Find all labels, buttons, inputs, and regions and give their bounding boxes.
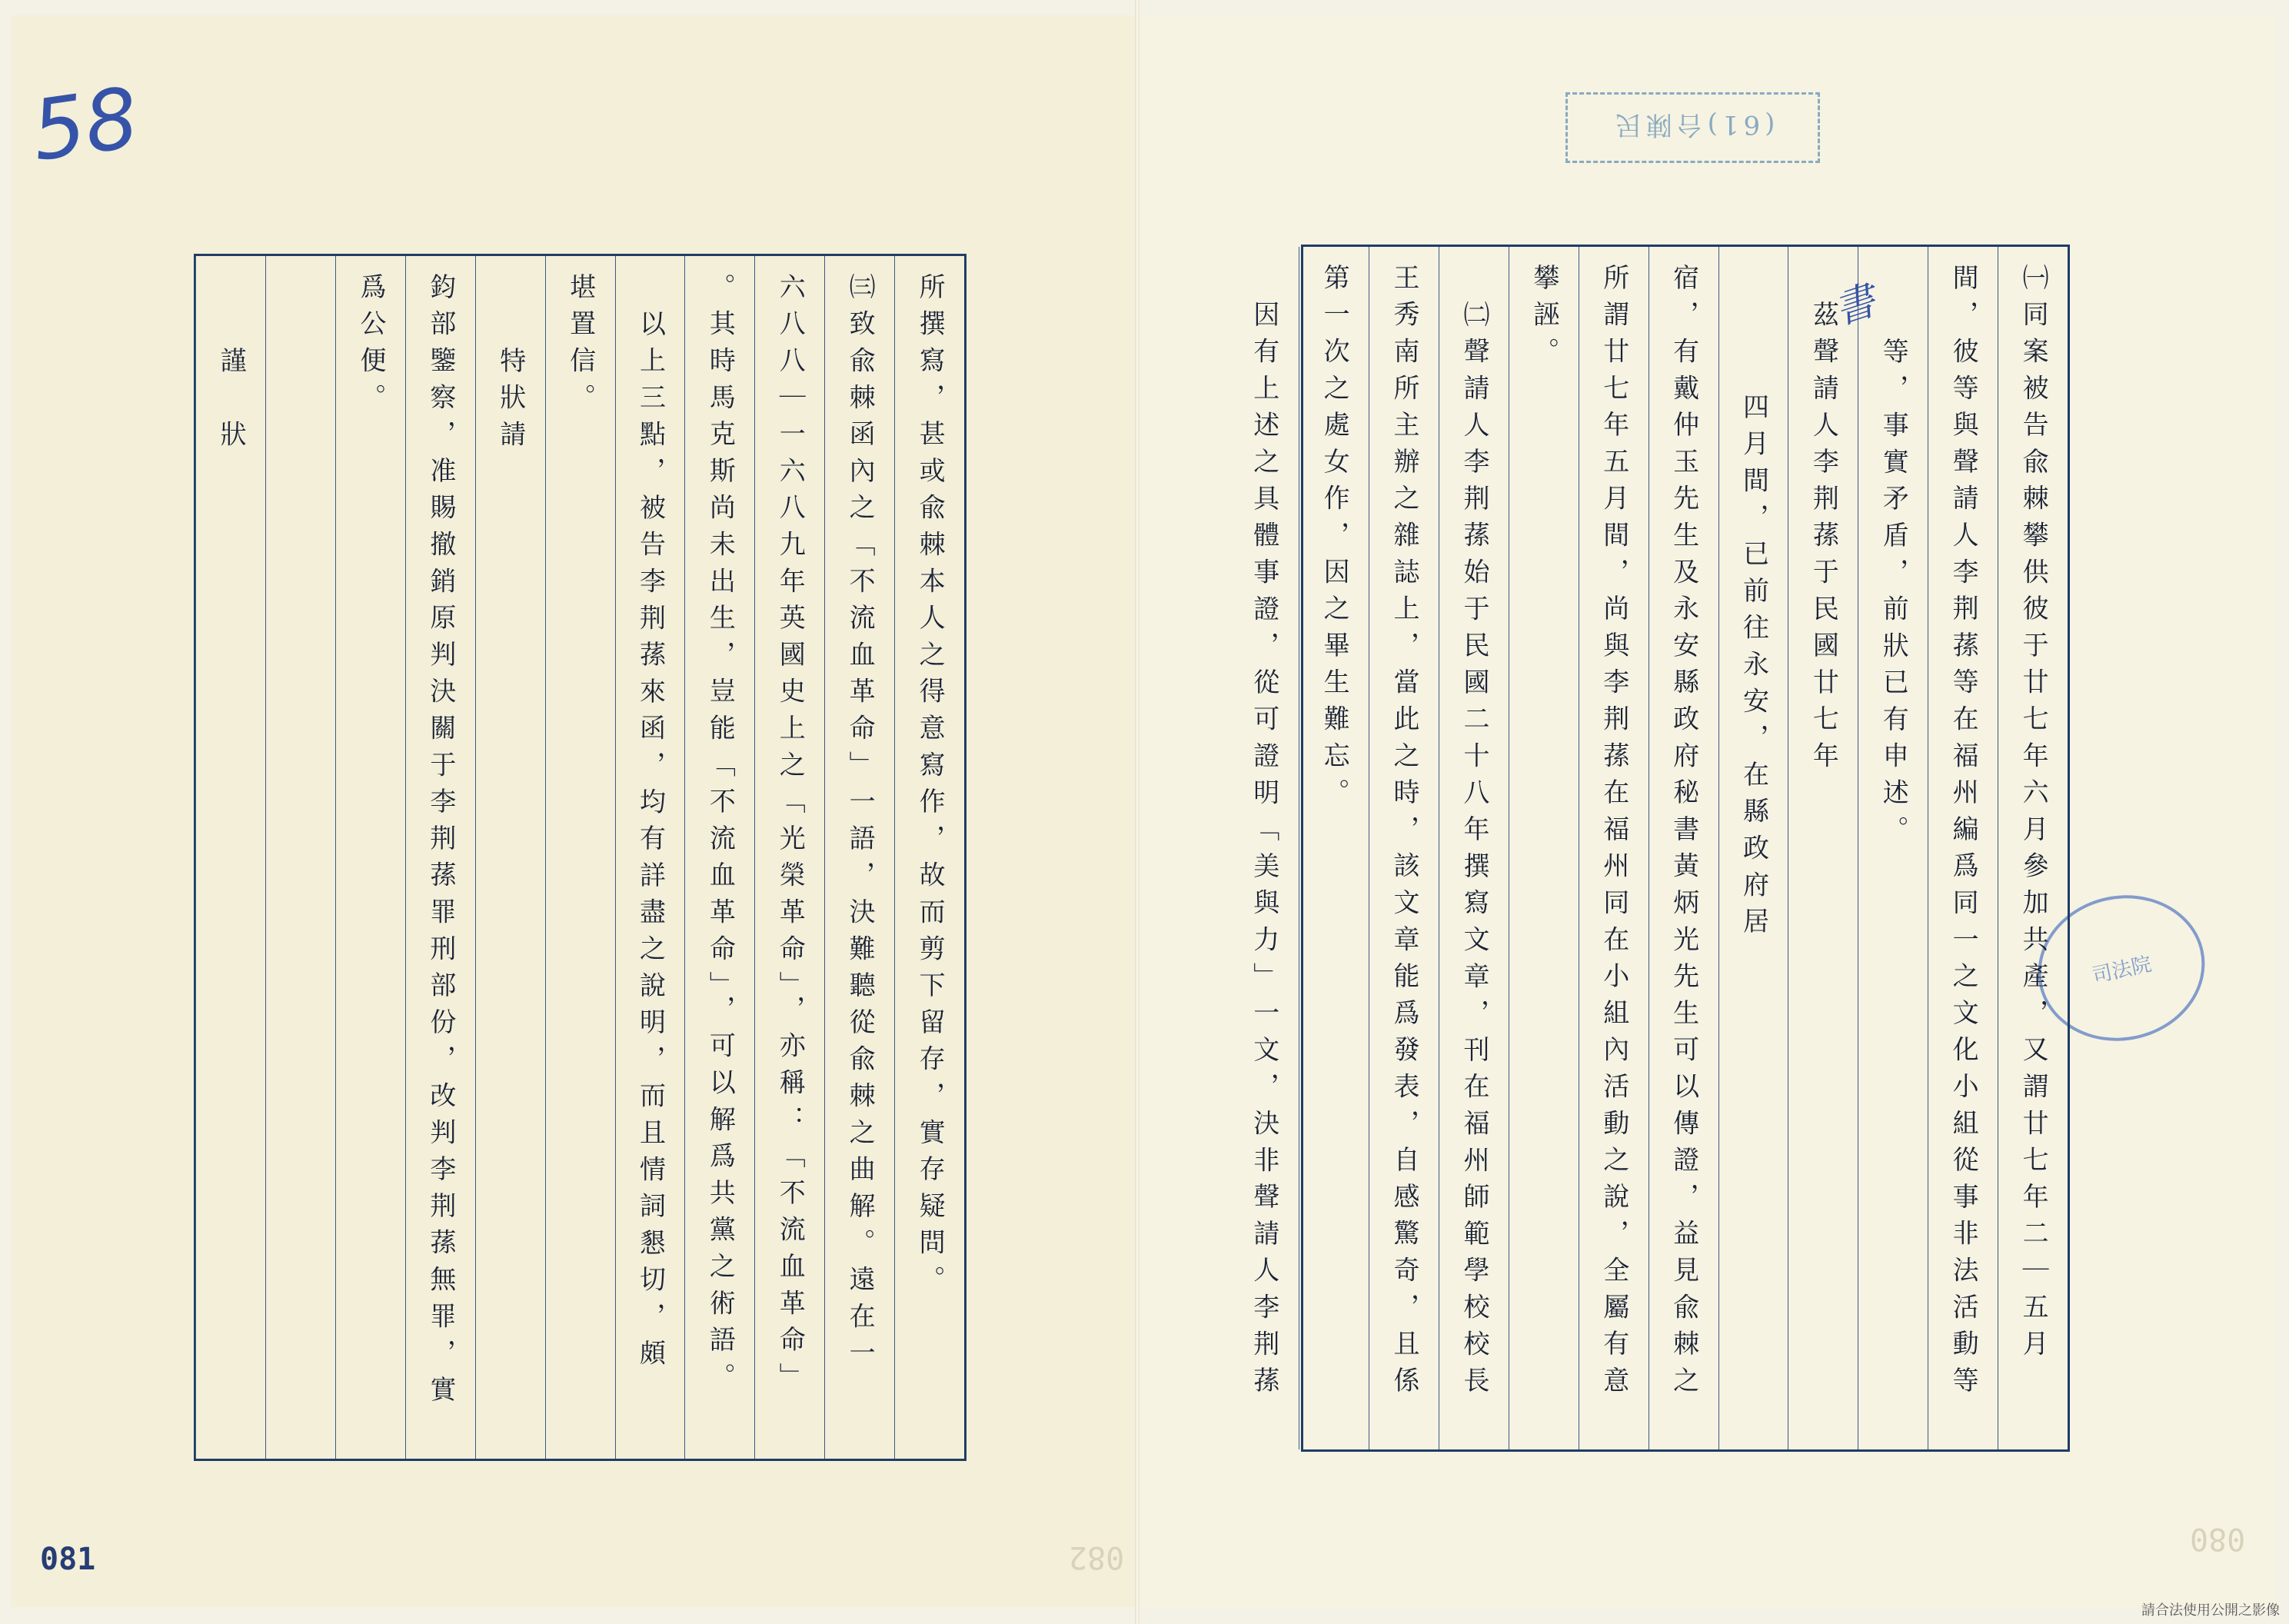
text-column: 宿，有戴仲玉先生及永安縣政府秘書黃炳光先生可以傳證，益見兪棘之 (1649, 247, 1718, 1449)
oval-seal-stamp: 司法院 (2025, 880, 2218, 1056)
text-column: 攀誣。 (1509, 247, 1579, 1449)
text-column: 等，事實矛盾，前狀已有申述。 (1858, 247, 1928, 1449)
page-number-left: 081 (40, 1542, 96, 1577)
text-column: 以上三點，被告李荆蓀來函，均有詳盡之說明，而且情詞懇切，頗 (615, 256, 685, 1459)
text-column: 茲聲請人李荆蓀于民國廿七年 (1788, 247, 1858, 1449)
text-column: ㈢致兪棘函內之「不流血革命」一語，決難聽從兪棘之曲解。遠在一 (824, 256, 894, 1459)
text-column: 王秀南所主辦之雜誌上，當此之時，該文章能爲發表，自感驚奇，且係 (1369, 247, 1439, 1449)
text-column: 爲公便。 (335, 256, 405, 1459)
usage-footer: 請合法使用公開之影像 (2141, 1602, 2280, 1619)
text-column: 因有上述之具體事證，從可證明「美與力」一文，決非聲請人李荆蓀 (1248, 301, 1279, 1403)
right-text-frame (1248, 245, 2070, 1452)
text-column: 謹 狀 (195, 256, 265, 1459)
page-number-faint-middle: 082 (1069, 1539, 1125, 1575)
page-number-faint-right: 080 (2190, 1521, 2246, 1556)
handwritten-page-number: 58 (25, 70, 145, 180)
text-column (265, 256, 335, 1459)
stamp-box: (61)台陳民 (1565, 92, 1820, 163)
text-column: 第一次之處女作，因之畢生難忘。 (1299, 247, 1369, 1449)
text-column: 所撰寫，甚或兪棘本人之得意寫作，故而剪下留存，實存疑問。 (894, 256, 964, 1459)
handwritten-annotation: 書 (1828, 278, 1881, 334)
text-column: 六八八｜一六八九年英國史上之「光榮革命」，亦稱：「不流血革命」 (754, 256, 824, 1459)
text-column: 所謂廿七年五月間，尚與李荆蓀在福州同在小組內活動之說，全屬有意 (1579, 247, 1649, 1449)
text-column: 特狀請 (475, 256, 545, 1459)
text-column: 堪置信。 (545, 256, 615, 1459)
text-column: ㈡聲請人李荆蓀始于民國二十八年撰寫文章，刊在福州師範學校校長 (1439, 247, 1509, 1449)
left-text-frame (194, 254, 967, 1461)
text-column (125, 256, 195, 1459)
text-column: 四月間，已前往永安，在縣政府居 (1718, 247, 1788, 1449)
text-column: 。其時馬克斯尚未出生，豈能「不流血革命」，可以解爲共黨之術語。 (684, 256, 754, 1459)
text-column: 鈞部鑒察，准賜撤銷原判決關于李荆蓀罪刑部份，改判李荆蓀無罪，實 (405, 256, 475, 1459)
text-column: ㈠同案被告兪棘攀供彼于廿七年六月參加共產，又謂廿七年二｜五月 (1998, 247, 2068, 1449)
text-column: 間，彼等與聲請人李荆蓀等在福州編爲同一之文化小組從事非法活動等 (1928, 247, 1998, 1449)
